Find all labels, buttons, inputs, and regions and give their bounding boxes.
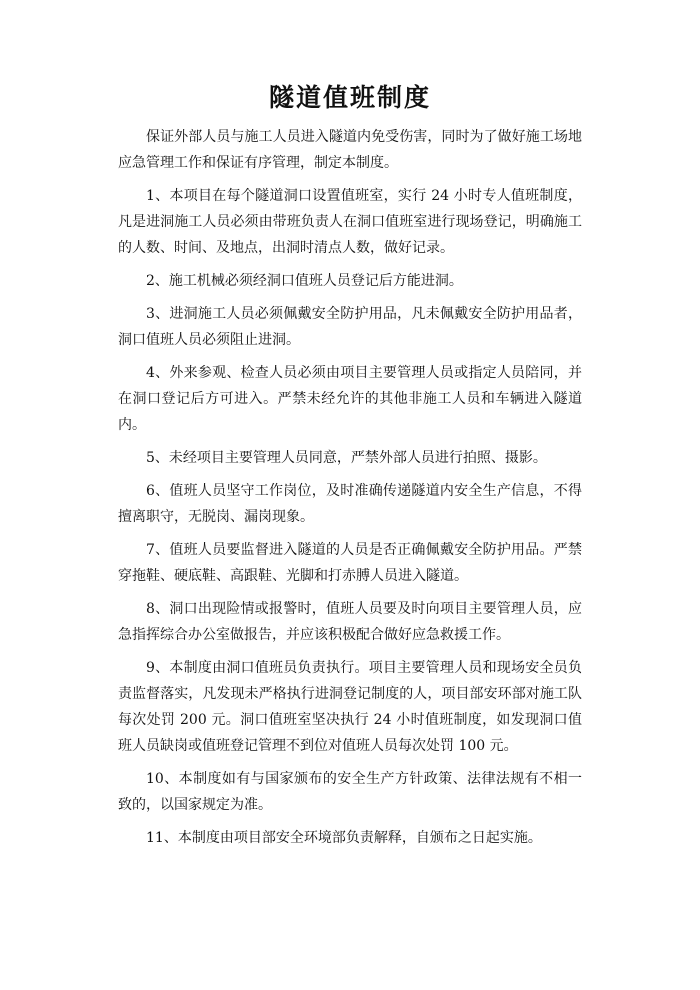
rule-1-paragraph: 1、本项目在每个隧道洞口设置值班室，实行 24 小时专人值班制度，凡是进洞施工人员必须由带班负责人在洞口值班室进行现场登记，明确施工的人数、时间、及地点，出洞时清点人数，做好记录。 <box>118 188 582 256</box>
page-title: 隧道值班制度 <box>268 83 431 112</box>
rule-10-paragraph: 10、本制度如有与国家颁布的安全生产方针政策、法律法规有不相一致的，以国家规定为准。 <box>118 771 582 813</box>
rule-5-paragraph: 5、未经项目主要管理人员同意，严禁外部人员进行拍照、摄影。 <box>146 450 547 466</box>
intro-paragraph: 保证外部人员与施工人员进入隧道内免受伤害，同时为了做好施工场地应急管理工作和保证有序管理，制定本制度。 <box>118 129 582 171</box>
rule-11-paragraph: 11、本制度由项目部安全环境部负责解释，自颁布之日起实施。 <box>146 830 542 846</box>
rule-4-paragraph: 4、外来参观、检查人员必须由项目主要管理人员或指定人员陪同，并在洞口登记后方可进入。严禁未经允许的其他非施工人员和车辆进入隧道内。 <box>118 365 582 433</box>
rule-9-paragraph: 9、本制度由洞口值班员负责执行。项目主要管理人员和现场安全员负责监督落实，凡发现未严格执行进洞登记制度的人，项目部安环部对施工队每次处罚 200 元。洞口值班室坚决执行 24 小时值班制度，如发现洞口值班人员缺岗或值班登记管理不到位对值班人员每次处罚 100 元。 <box>118 660 582 754</box>
rule-3-paragraph: 3、进洞施工人员必须佩戴安全防护用品，凡未佩戴安全防护用品者，洞口值班人员必须阻止进洞。 <box>118 306 582 348</box>
rule-2-paragraph: 2、施工机械必须经洞口值班人员登记后方能进洞。 <box>146 273 463 289</box>
rule-8-paragraph: 8、洞口出现险情或报警时，值班人员要及时向项目主要管理人员，应急指挥综合办公室做报告，并应该积极配合做好应急救援工作。 <box>118 601 582 643</box>
rule-6-paragraph: 6、值班人员坚守工作岗位，及时准确传递隧道内安全生产信息，不得擅离职守，无脱岗、漏岗现象。 <box>118 483 582 525</box>
rule-7-paragraph: 7、值班人员要监督进入隧道的人员是否正确佩戴安全防护用品。严禁穿拖鞋、硬底鞋、高跟鞋、光脚和打赤膊人员进入隧道。 <box>118 542 582 584</box>
